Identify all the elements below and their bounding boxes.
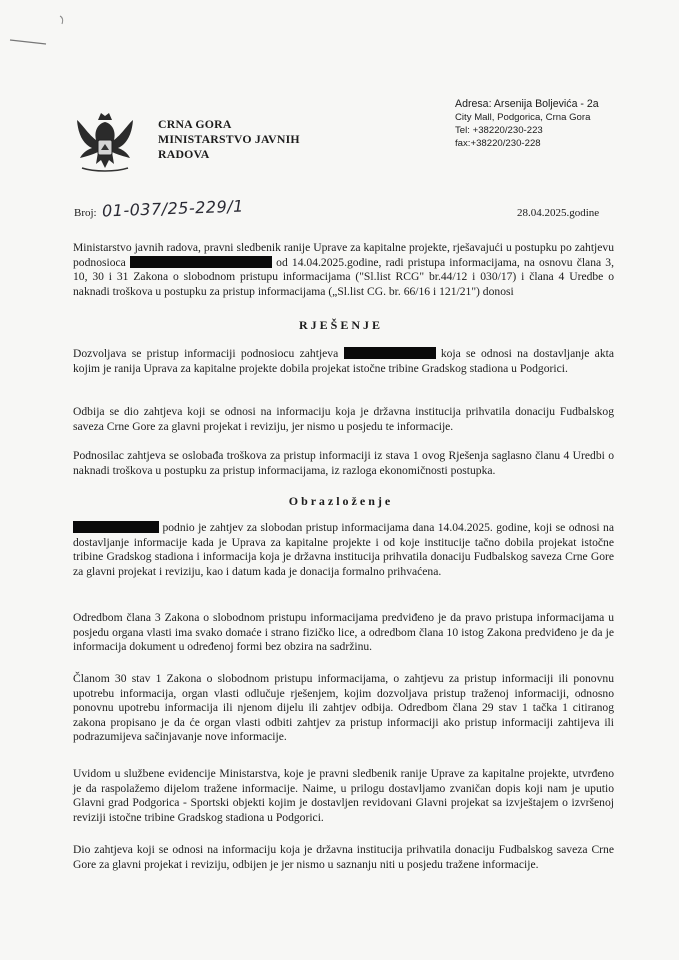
reasoning-paragraph-4: Uvidom u službene evidencije Ministarstva, koje je pravni sledbenik ranije Uprave za kapitalne projekte, utvrđeno je da raspolažemo dijelom tražene informacije. Naime, u prilogu dostavljamo zvaničan dopis koji nam je uputio Glavni grad Podgorica - Sportski objekti kojim je dostavljen revidovani Glavni projekat sa izvještajem o izvršenoj reviziji istočne tribine Gradskog stadiona u Podgorici. xyxy=(73,767,614,824)
pen-mark xyxy=(8,10,68,50)
redacted-name xyxy=(344,347,436,359)
decision-paragraph-1 xyxy=(73,347,614,376)
intro-paragraph xyxy=(73,241,614,299)
reasoning-paragraph-2: Odredbom člana 3 Zakona o slobodnom pristupu informacijama predviđeno je da pravo pristupa informacijama u posjedu organa vlasti ima svako domaće i strano fizičko lice, a odredbom člana 10 istog Zakona predviđeno je da je informacija dokument u određenoj formi bez obzira na sadržinu. xyxy=(73,611,614,654)
fax-line: fax:+38220/230-228 xyxy=(455,138,541,149)
phone-line: Tel: +38220/230-223 xyxy=(455,125,543,136)
decision-paragraph-2: Odbija se dio zahtjeva koji se odnosi na informaciju koja je državna institucija prihvatila donaciju Fudbalskog saveza Crne Gore za glavni projekat i reviziju, jer nismo u posjedu te informacije. xyxy=(73,405,614,433)
montenegro-coat-of-arms-icon xyxy=(74,110,136,176)
reasoning-text: podnio je zahtjev za slobodan pristup informacijama dana 14.04.2025. godine, koji se odnosi na dostavljanje informacije kada je Uprava za kapitalne projekte i od koje institucije tačno dobila projekat istočne tribine Gradskog stadiona i informacija koja je državna institucija prihvatila donaciju Fudbalskog saveza Crne Gore za glavni projekat i reviziju, kao i datum kada je donacija formalno prihvaćena. xyxy=(73,521,614,578)
institution-line: CRNA GORA xyxy=(158,117,232,131)
institution-line: MINISTARSTVO JAVNIH xyxy=(158,132,300,146)
document-date: 28.04.2025.godine xyxy=(517,207,600,219)
reasoning-paragraph-5: Dio zahtjeva koji se odnosi na informaciju koja je državna institucija prihvatila donaciju Fudbalskog saveza Crne Gore za glavni projekat i reviziju, odbijen je jer nismo u saznanju niti u posjedu tražene informacije. xyxy=(73,843,614,871)
address-line: Adresa: Arsenija Boljevića - 2a xyxy=(455,98,599,110)
institution-line: RADOVA xyxy=(158,147,210,161)
reasoning-paragraph-1 xyxy=(73,521,614,579)
intro-text: od 14.04.2025.godine, radi pristupa informacijama, na osnovu člana 3, 10, 30 i 31 Zakona o slobodnom pristupu informacijama ("Sl.list RCG" br.44/12 i 030/17) i člana 4 Uredbe o naknadi troškova u postupku za pristup informacijama („Sl.list CG. br. 66/16 i 121/21") donosi xyxy=(73,255,614,298)
decision-paragraph-3: Podnosilac zahtjeva se oslobađa troškova za pristup informaciji iz stava 1 ovog Rješenja saglasno članu 4 Uredbi o naknadi troškova u postupku za pristup informacijama, iz razloga ekonomičnosti postupka. xyxy=(73,449,614,477)
decision-heading: R J E Š E N J E xyxy=(298,318,381,332)
address-block xyxy=(455,98,599,150)
address-line: City Mall, Podgorica, Crna Gora xyxy=(455,112,591,123)
decision-text: koja se odnosi na dostavljanje akta kojim je ranija Uprava za kapitalne projekte dobila projekat istočne tribine Gradskog stadiona u Podgorici. xyxy=(73,347,614,375)
reasoning-paragraph-3: Članom 30 stav 1 Zakona o slobodnom pristupu informacijama, o zahtjevu za pristup informaciji ili ponovnu upotrebu informacija, organ vlasti odlučuje rješenjem, kojim dozvoljava pristup traženoj informaciji, odnosno ponovnu upotrebu informacija ili njenom dijelu ili zahtjev odbija. Odredbom člana 29 stav 1 tačka 1 citiranog zakona propisano je da će organ vlasti odbiti zahtjev za pristup informaciji ako pristup informaciji zahtijeva ili podrazumijeva sačinjavanje nove informacije. xyxy=(73,672,614,744)
reference-label: Broj: xyxy=(74,207,97,219)
redacted-name xyxy=(73,521,159,533)
redacted-name xyxy=(130,256,272,268)
intro-text: Ministarstvo javnih radova, pravni sledbenik ranije Uprave za kapitalne projekte, rješavajući u postupku po zahtjevu podnosioca xyxy=(73,241,614,269)
reasoning-heading: O b r a z l o ž e n j e xyxy=(288,494,391,508)
handwritten-reference-number: 01-037/25-229/1 xyxy=(101,196,245,221)
decision-text: Dozvoljava se pristup informaciji podnosiocu zahtjeva xyxy=(73,347,339,360)
institution-name xyxy=(158,117,300,162)
